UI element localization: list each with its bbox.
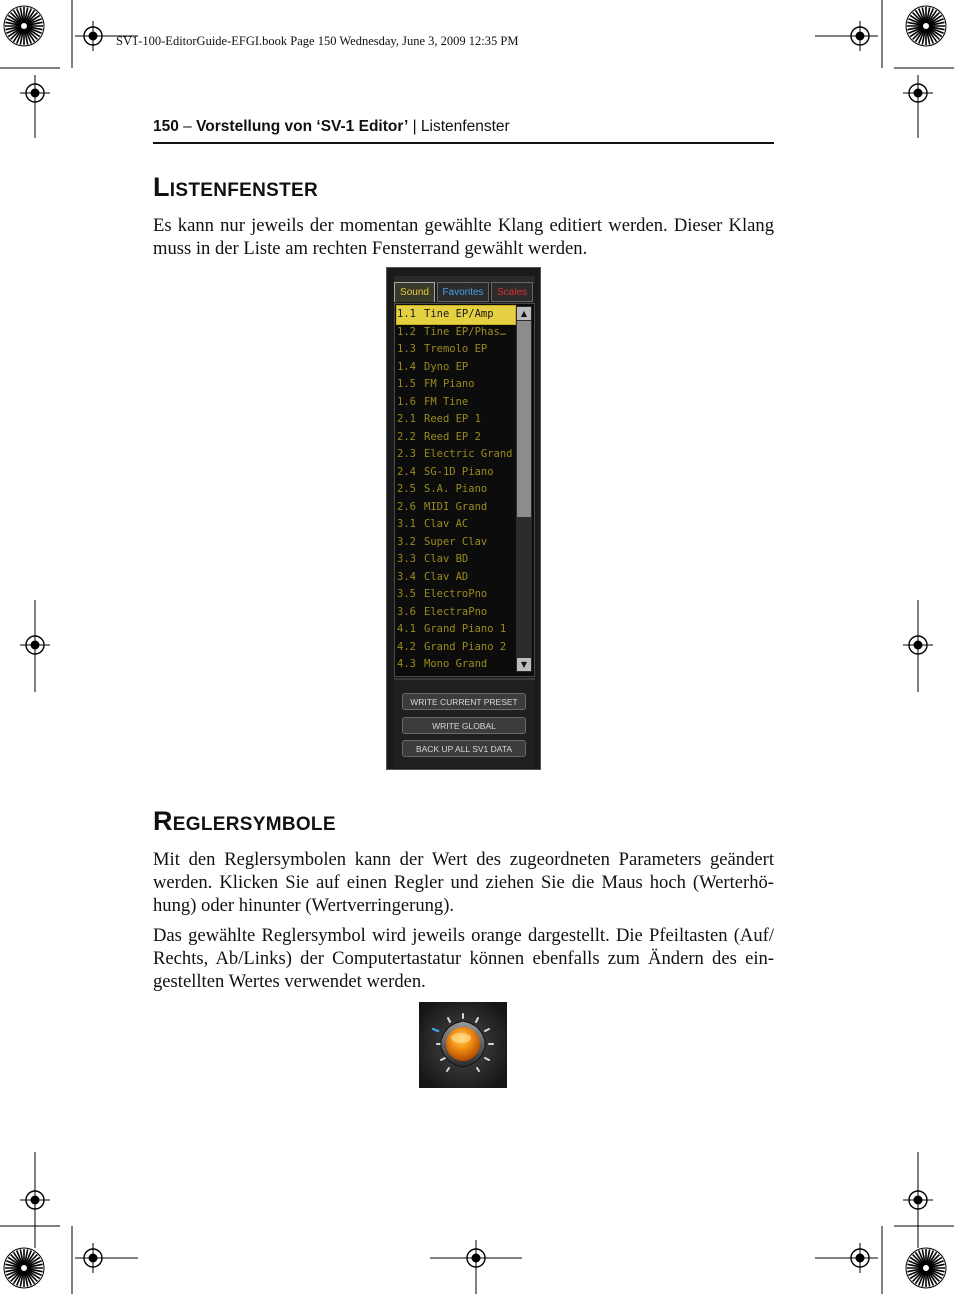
write-global-button[interactable]: WRITE GLOBAL — [402, 717, 526, 734]
sound-number: 1.1 — [397, 308, 416, 320]
sound-list-item[interactable] — [397, 359, 515, 377]
sound-list[interactable] — [394, 303, 535, 677]
sound-name: ElectroPno — [424, 588, 488, 600]
sound-list-item[interactable] — [397, 341, 515, 359]
sound-number: 2.6 — [397, 500, 416, 513]
sound-name: S.A. Piano — [424, 483, 488, 495]
section2-paragraph-1 — [153, 848, 774, 917]
knob-icon[interactable] — [419, 1002, 507, 1088]
text-line: Rechts, Ab/Links) der Computertastatur können ebenfalls zum Ändern des ein- — [153, 948, 774, 969]
header-dash: – — [178, 118, 197, 135]
list-window-screenshot — [386, 267, 541, 770]
sound-name: Grand Piano 1 — [424, 623, 507, 635]
sound-number: 1.4 — [397, 360, 416, 373]
scroll-down-arrow-icon[interactable]: ▼ — [517, 658, 531, 671]
back-up-all-sv1-data-button[interactable]: BACK UP ALL SV1 DATA — [402, 740, 526, 757]
write-current-preset-button[interactable]: WRITE CURRENT PRESET — [402, 693, 526, 710]
sound-list-item[interactable] — [397, 376, 515, 394]
text-line: muss in der Liste am rechten Fensterrand gewählt werden. — [153, 238, 588, 259]
text-line: Das gewählte Reglersymbol wird jeweils orange dargestellt. Die Pfeiltasten (Auf/ — [153, 925, 774, 946]
sound-name: Super Clav — [424, 535, 488, 548]
sound-number: 1.3 — [397, 343, 416, 355]
sound-name: Clav BD — [424, 553, 469, 565]
text-line: Mit den Reglersymbolen kann der Wert des zugeordneten Parameters geändert — [153, 849, 774, 870]
sound-name: Dyno EP — [424, 360, 469, 373]
sound-number: 3.6 — [397, 605, 416, 618]
sound-list-item[interactable] — [397, 429, 515, 447]
sound-list-item[interactable] — [397, 569, 515, 587]
sound-list-item[interactable] — [397, 394, 515, 412]
sound-list-item[interactable] — [397, 639, 515, 657]
sound-name: Tine EP/Amp — [424, 308, 494, 320]
button-area — [394, 678, 535, 768]
sound-number: 4.1 — [397, 623, 416, 635]
sound-name: FM Tine — [424, 395, 469, 408]
text-line: hung) oder hinunter (Wertverringerung). — [153, 895, 455, 916]
scroll-up-arrow-icon[interactable]: ▲ — [517, 307, 531, 320]
sound-name: MIDI Grand — [424, 500, 488, 513]
sound-name: Reed EP 2 — [424, 430, 481, 443]
chapter-title: Vorstellung von ‘SV-1 Editor’ — [196, 118, 409, 135]
sound-number: 2.5 — [397, 483, 416, 495]
sound-name: Reed EP 1 — [424, 413, 481, 425]
sound-list-item[interactable] — [397, 621, 515, 639]
sound-number: 4.3 — [397, 658, 416, 670]
header-section: Listenfenster — [420, 118, 510, 135]
sound-number: 2.1 — [397, 413, 416, 425]
sound-list-item[interactable] — [397, 586, 515, 604]
sound-number: 2.4 — [397, 465, 416, 478]
sound-name: Clav AC — [424, 518, 469, 530]
header-rule — [153, 142, 774, 144]
sound-name: Mono Grand — [424, 658, 488, 670]
section-title-reglersymbole: Reglersymbole — [153, 806, 336, 836]
knob-screenshot — [419, 1002, 507, 1088]
sound-list-item[interactable] — [397, 446, 515, 464]
scrollbar[interactable] — [516, 306, 532, 672]
sound-name: FM Piano — [424, 378, 475, 390]
sound-number: 2.2 — [397, 430, 416, 443]
sound-list-item[interactable] — [397, 464, 515, 482]
sound-number: 1.2 — [397, 325, 416, 338]
sound-number: 2.3 — [397, 448, 416, 460]
tab-scales[interactable]: Scales — [491, 282, 533, 302]
sound-list-item[interactable] — [397, 656, 515, 674]
sound-number: 3.5 — [397, 588, 416, 600]
running-head — [153, 118, 774, 136]
text-line: gestellten Wertes verwendet werden. — [153, 971, 426, 992]
sound-list-item[interactable] — [397, 534, 515, 552]
scroll-thumb[interactable] — [517, 321, 531, 517]
sound-name: SG-1D Piano — [424, 465, 494, 478]
sound-name: Tine EP/Phas… — [424, 325, 507, 338]
sound-number: 4.2 — [397, 640, 416, 653]
sound-name: ElectraPno — [424, 605, 488, 618]
sound-number: 1.5 — [397, 378, 416, 390]
sound-list-item-selected[interactable] — [397, 306, 515, 324]
text-line: Es kann nur jeweils der momentan gewählte Klang editiert werden. Dieser Klang — [153, 215, 774, 236]
sound-name: Tremolo EP — [424, 343, 488, 355]
sound-name: Electric Grand — [424, 448, 513, 460]
sound-number: 3.2 — [397, 535, 416, 548]
tab-sound[interactable]: Sound — [394, 282, 435, 302]
print-info: SV1-100-EditorGuide-EFGI.book Page 150 Wednesday, June 3, 2009 12:35 PM — [116, 34, 519, 48]
page-number: 150 — [153, 118, 179, 135]
sound-list-item[interactable] — [397, 324, 515, 342]
sound-list-item[interactable] — [397, 411, 515, 429]
sound-list-rows — [397, 306, 515, 674]
sound-number: 3.3 — [397, 553, 416, 565]
text-line: werden. Klicken Sie auf einen Regler und ziehen Sie die Maus hoch (Werterhö- — [153, 872, 774, 893]
section2-paragraph-2 — [153, 924, 774, 993]
section-title-listenfenster: Listenfenster — [153, 172, 319, 202]
section1-paragraph — [153, 214, 774, 260]
sound-list-item[interactable] — [397, 499, 515, 517]
header-separator: | — [408, 118, 421, 135]
sound-name: Grand Piano 2 — [424, 640, 507, 653]
sound-list-item[interactable] — [397, 551, 515, 569]
sound-list-item[interactable] — [397, 481, 515, 499]
sound-list-item[interactable] — [397, 604, 515, 622]
sound-number: 3.1 — [397, 518, 416, 530]
sound-name: Clav AD — [424, 570, 469, 583]
sound-number: 3.4 — [397, 570, 416, 583]
sound-list-item[interactable] — [397, 516, 515, 534]
sound-number: 1.6 — [397, 395, 416, 408]
tab-bar — [394, 282, 537, 304]
tab-favorites[interactable]: Favorites — [437, 282, 489, 302]
